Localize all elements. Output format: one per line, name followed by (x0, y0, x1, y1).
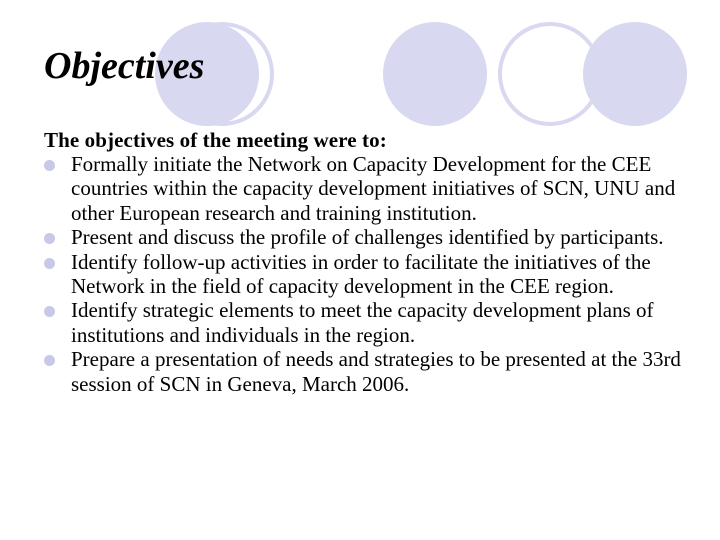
list-item (44, 347, 684, 396)
decorative-circle-3 (383, 22, 487, 126)
bullet-icon (44, 233, 55, 244)
list-item (44, 225, 684, 249)
list-item-text: Prepare a presentation of needs and strategies to be presented at the 33rd session of SCN in Geneva, March 2006. (71, 347, 681, 396)
list-item (44, 152, 684, 225)
list-item-text: Identify follow-up activities in order to facilitate the initiatives of the Network in the field of capacity development in the CEE region. (71, 249, 651, 299)
bullet-icon (44, 355, 55, 366)
list-item-text: Identify strategic elements to meet the capacity development plans of institutions and individuals in the region. (71, 298, 654, 347)
objectives-list (44, 152, 684, 396)
intro-text: The objectives of the meeting were to: (44, 128, 387, 152)
bullet-icon (44, 306, 55, 317)
slide-title: Objectives (44, 45, 205, 87)
bullet-icon (44, 160, 55, 171)
list-item (44, 250, 684, 299)
list-item-text: Formally initiate the Network on Capacity Development for the CEE countries within the capacity development initiatives of SCN, UNU and other European research and training institution. (71, 152, 676, 225)
list-item-text: Present and discuss the profile of challenges identified by participants. (71, 225, 664, 250)
list-item (44, 298, 684, 347)
decorative-circle-5 (583, 22, 687, 126)
bullet-icon (44, 258, 55, 269)
